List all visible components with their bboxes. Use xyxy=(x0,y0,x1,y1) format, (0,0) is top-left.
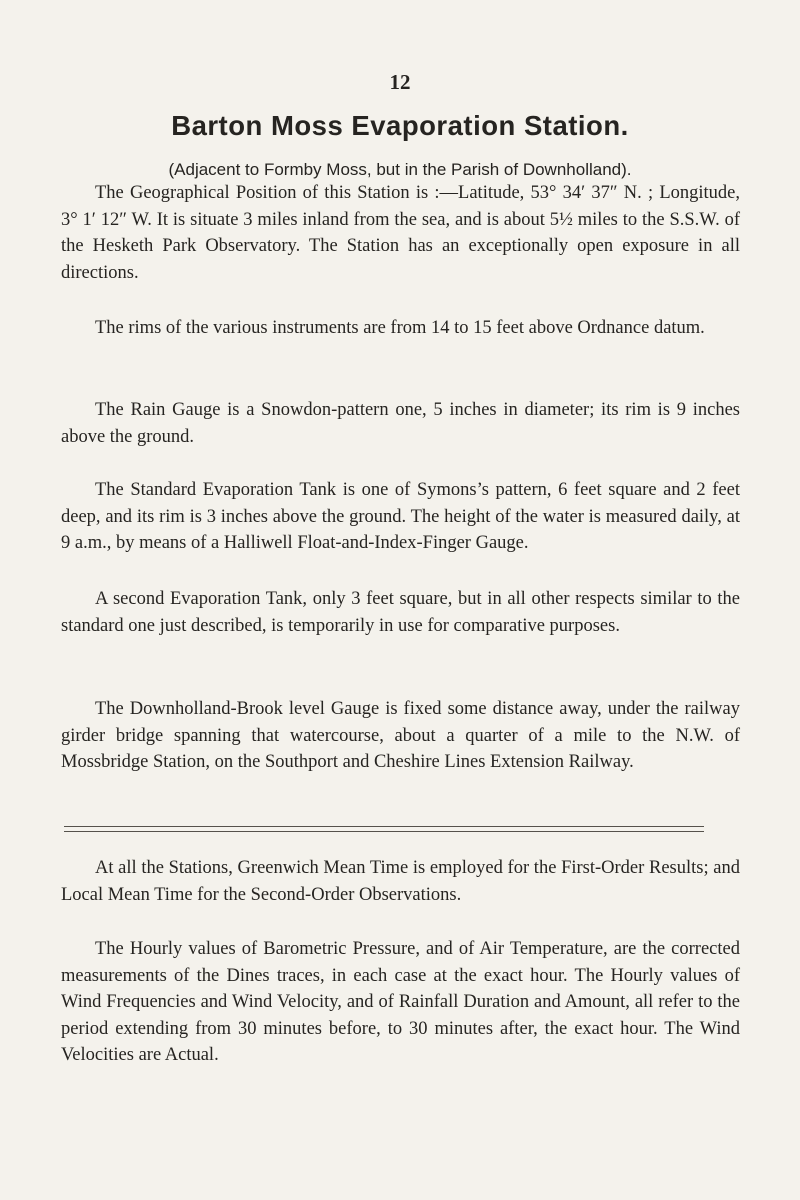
paragraph-text: The Geographical Position of this Station is :—Latitude, 53° 34′ 37″ N. ; Longitude, 3° 1′ 12″ W. It is situate 3 miles inland from the sea, and is about 5½ miles to the S.S.W. of the Hesketh Park Observatory. The Station has an exceptionally open exposure in all directions. xyxy=(61,183,740,283)
paragraph-brook-gauge xyxy=(61,696,740,776)
paragraph-text: The Hourly values of Barometric Pressure, and of Air Temperature, are the corrected measurements of the Dines traces, in each case at the exact hour. The Hourly values of Wind Frequencies and Wind Velocity, and of Rainfall Duration and Amount, all refer to the period extending from 30 minutes before, to 30 minutes after, the exact hour. The Wind Velocities are Actual. xyxy=(61,939,740,1065)
paragraph-text: At all the Stations, Greenwich Mean Time is employed for the First-Order Results; and Local Mean Time for the Second-Order Observations. xyxy=(61,858,740,905)
paragraph-text: The Rain Gauge is a Snowdon-pattern one, 5 inches in diameter; its rim is 9 inches above the ground. xyxy=(61,400,740,447)
paragraph-instrument-rims xyxy=(61,315,740,342)
page-number: 12 xyxy=(389,70,411,94)
paragraph-standard-tank xyxy=(61,477,740,557)
paragraph-hourly-values xyxy=(61,936,740,1069)
paragraph-text: The Downholland-Brook level Gauge is fixed some distance away, under the railway girder bridge spanning that watercourse, about a quarter of a mile to the N.W. of Mossbridge Station, on the Southport and Cheshire Lines Extension Railway. xyxy=(61,699,740,772)
paragraph-text: The rims of the various instruments are from 14 to 15 feet above Ordnance datum. xyxy=(95,318,705,338)
paragraph-rain-gauge xyxy=(61,397,740,450)
section-divider xyxy=(64,826,704,832)
page-subtitle: (Adjacent to Formby Moss, but in the Parish of Downholland). xyxy=(168,160,632,179)
paragraph-time-standard xyxy=(61,855,740,908)
paragraph-text: The Standard Evaporation Tank is one of Symons’s pattern, 6 feet square and 2 feet deep, and its rim is 3 inches above the ground. The height of the water is measured daily, at 9 a.m., by means of a Halliwell Float-and-Index-Finger Gauge. xyxy=(61,480,740,553)
page-title: Barton Moss Evaporation Station. xyxy=(171,110,629,141)
paragraph-second-tank xyxy=(61,586,740,639)
paragraph-text: A second Evaporation Tank, only 3 feet square, but in all other respects similar to the standard one just described, is temporarily in use for comparative purposes. xyxy=(61,589,740,636)
paragraph-geographical-position xyxy=(61,180,740,286)
